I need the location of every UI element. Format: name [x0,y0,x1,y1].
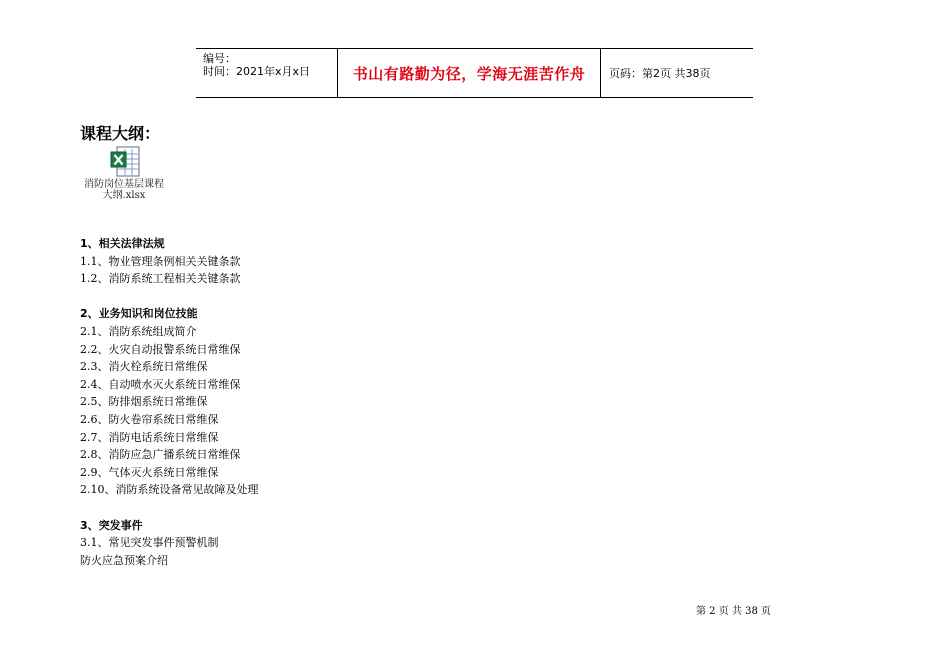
course-outline [80,235,780,569]
section-title: 3、突发事件 [80,518,143,532]
outline-item: 1.1、物业管理条例相关关键条款 [80,254,241,268]
outline-item: 2.5、防排烟系统日常维保 [80,395,208,409]
header-page-code: 页码：第2页 共38页 [609,67,711,80]
section-spacer [80,499,780,517]
outline-item: 2.9、气体灭火系统日常维保 [80,465,219,479]
outline-item: 2.2、火灾自动报警系统日常维保 [80,342,241,356]
outline-item: 2.10、消防系统设备常见故障及处理 [80,483,259,497]
header-time-label: 时间：2021年x月x日 [203,65,311,78]
outline-item: 2.7、消防电话系统日常维保 [80,430,219,444]
page-footer: 第 2 页 共 38 页 [696,606,771,617]
outline-item: 2.8、消防应急广播系统日常维保 [80,448,241,462]
outline-item: 2.3、消火栓系统日常维保 [80,360,208,374]
section-spacer [80,288,780,306]
outline-title: 课程大纲： [80,124,161,143]
excel-file-icon[interactable] [108,146,140,178]
header-info-cell [196,49,338,97]
outline-item: 2.6、防火卷帘系统日常维保 [80,412,219,426]
section-title: 2、业务知识和岗位技能 [80,307,198,321]
outline-item: 3.1、常见突发事件预警机制 [80,536,219,550]
outline-item: 1.2、消防系统工程相关关键条款 [80,272,241,286]
outline-item: 2.4、自动喷水灭火系统日常维保 [80,377,241,391]
attachment-filename[interactable]: 消防岗位基层课程大纲.xlsx [84,179,164,201]
embedded-attachment[interactable] [80,146,168,201]
outline-item: 2.1、消防系统组成简介 [80,324,197,338]
header-motto: 书山有路勤为径，学海无涯苦作舟 [338,49,601,97]
page-header [196,48,753,98]
section-title: 1、相关法律法规 [80,237,165,250]
outline-item: 防火应急预案介绍 [80,553,168,567]
header-number-label: 编号： [203,52,236,65]
